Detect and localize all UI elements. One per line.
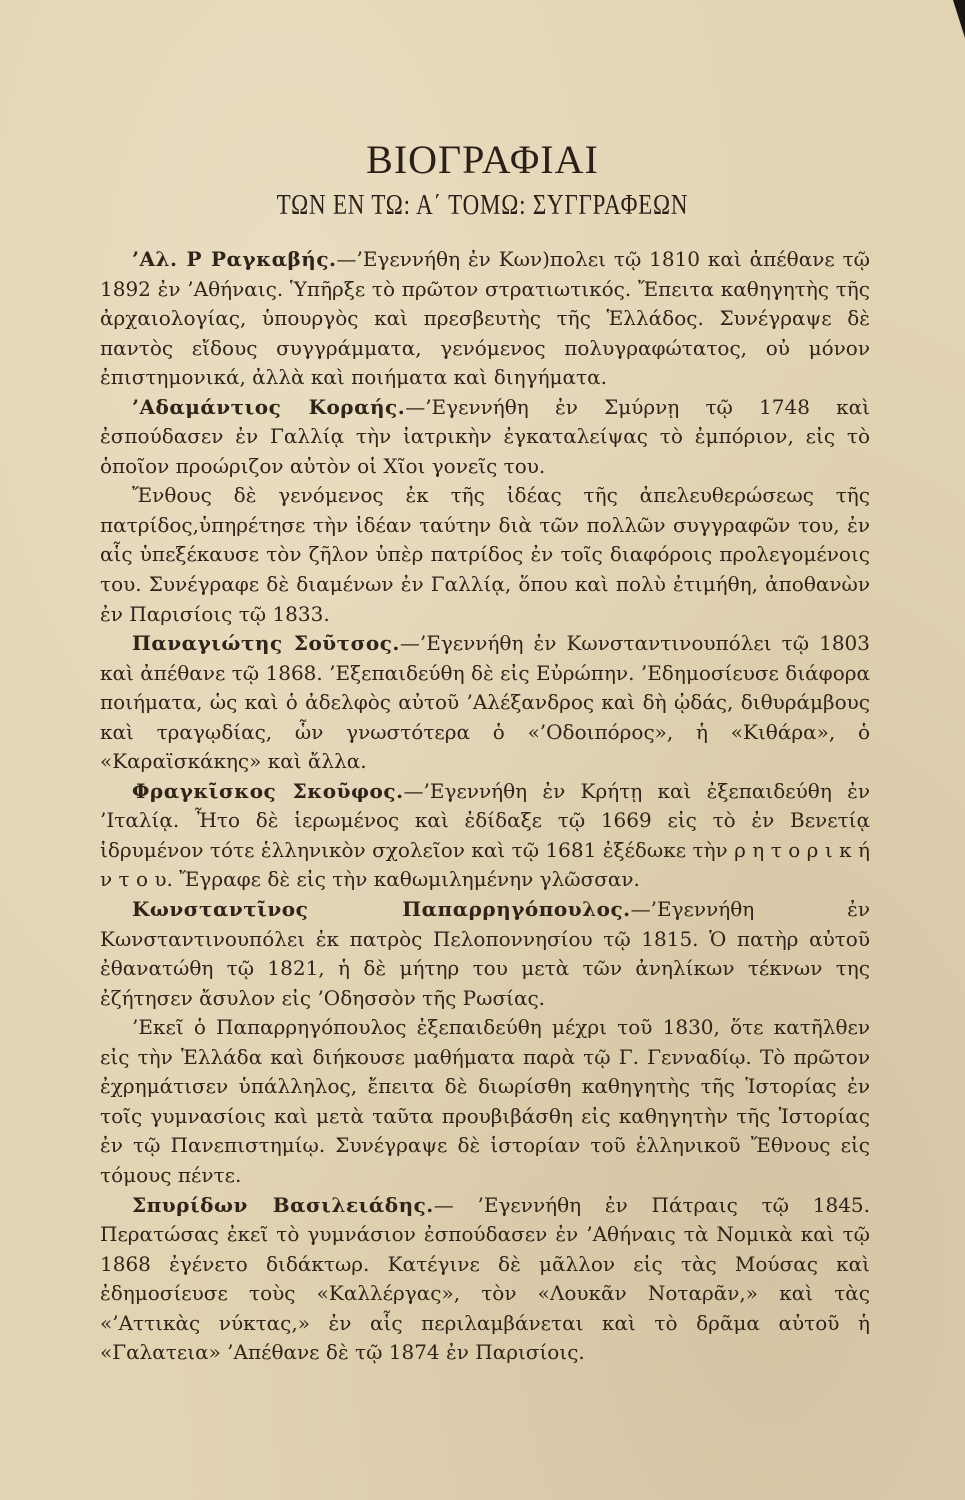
entry-name: Παναγιώτης Σοῦτσος. xyxy=(132,631,400,656)
entry-text: Ἔνθους δὲ γενόμενος ἐκ τῆς ἰδέας τῆς ἀπελευθερώσεως τῆς πατρίδος,ὑπηρέτησε τὴν ἰδέαν ταύτην διὰ τῶν πολλῶν συγγραφῶν του, ἐν αἷς ὑπεξέκαυσε τὸν ζῆλον ὑπὲρ πατρίδος ἐν τοῖς διαφόροις προλεγομένοις του. Συνέγραφε δὲ διαμένων ἐν Γαλλίᾳ, ὅπου καὶ πολὺ ἐτιμήθη, ἀποθανὼν ἐν Παρισίοις τῷ 1833. xyxy=(100,483,870,626)
entry-korais xyxy=(100,393,870,482)
page-corner-mark xyxy=(953,0,965,38)
entry-soutsos xyxy=(100,629,870,777)
biographies-body xyxy=(100,245,870,1368)
entry-paparrigopoulos xyxy=(100,895,870,1013)
entry-vasileiadis xyxy=(100,1191,870,1368)
entry-name: ’Αδαμάντιος Κοραής. xyxy=(132,394,406,419)
entry-text: —’Εγεννήθη ἐν Κρήτῃ καὶ ἐξεπαιδεύθη ἐν ’Ιταλίᾳ. Ἦτο δὲ ἱερωμένος καὶ ἐδίδαξε τῷ 1669 εἰς τὸ ἐν Βενετίᾳ ἱδρυμένον τότε ἑλληνικὸν σχολεῖον καὶ τῷ 1681 ἐξέδωκε τὴν ρ η τ ο ρ ι κ ή ν τ ο υ. Ἔγραφε δὲ εἰς τὴν καθωμιλημένην γλῶσσαν. xyxy=(100,778,870,892)
page-subtitle: ΤΩΝ ΕΝ ΤΩ: Α΄ ΤΟΜΩ: ΣΥΓΓΡΑΦΕΩΝ xyxy=(276,190,689,221)
entry-name: Κωνσταντῖνος Παπαρρηγόπουλος. xyxy=(132,897,631,922)
entry-name: ’Αλ. Ρ Ραγκαβής. xyxy=(132,247,337,271)
entry-text: —’Εγεννήθη ἐν Κωνσταντινουπόλει ἐκ πατρὸς Πελοποννησίου τῷ 1815. Ὁ πατὴρ αὐτοῦ ἐθανατώθη τῷ 1821, ἡ δὲ μήτηρ του μετὰ τῶν ἀνηλίκων τέκνων της ἐζήτησεν ἄσυλον εἰς ’Οδησσὸν τῆς Ρωσίας. xyxy=(100,897,870,1010)
entry-paparrigopoulos-continued xyxy=(100,1013,870,1190)
entry-name: Σπυρίδων Βασιλειάδης. xyxy=(132,1192,434,1217)
entry-name: Φραγκῖσκος Σκοῦφος. xyxy=(132,778,404,803)
page-title: ΒΙΟΓΡΑΦΙΑΙ xyxy=(366,137,599,182)
entry-text: —’Εγεννήθη ἐν Κων)πολει τῷ 1810 καὶ ἀπέθανε τῷ 1892 ἐν ’Αθήναις. Ὑπῆρξε τὸ πρῶτον στρατιωτικός. Ἔπειτα καθηγητὴς τῆς ἀρχαιολογίας, ὑπουργὸς καὶ πρεσβευτὴς τῆς Ἑλλάδος. Συνέγραψε δὲ παντὸς εἴδους συγγράμματα, γενόμενος πολυγραφώτατος, οὐ μόνον ἐπιστημονικά, ἀλλὰ καὶ ποιήματα καὶ διηγήματα. xyxy=(100,247,870,390)
entry-text: —’Εγεννήθη ἐν Κωνσταντινουπόλει τῷ 1803 καὶ ἀπέθανε τῷ 1868. ’Εξεπαιδεύθη δὲ εἰς Εὐρώπην. ’Εδημοσίευσε διάφορα ποιήματα, ὡς καὶ ὁ ἀδελφὸς αὐτοῦ ’Αλέξανδρος καὶ δὴ ᾠδάς, διθυράμβους καὶ τραγῳδίας, ὧν γνωστότερα ὁ «’Οδοιπόρος», ἡ «Κιθάρα», ὁ «Καραϊσκάκης» καὶ ἄλλα. xyxy=(100,631,870,774)
entry-text: — ’Εγεννήθη ἐν Πάτραις τῷ 1845. Περατώσας ἐκεῖ τὸ γυμνάσιον ἐσπούδασεν ἐν ’Αθήναις τὰ Νομικὰ καὶ τῷ 1868 ἐγένετο διδάκτωρ. Κατέγινε δὲ μᾶλλον εἰς τὰς Μούσας καὶ ἐδημοσίευσε τοὺς «Καλλέργας», τὸν «Λουκᾶν Νοταρᾶν,» καὶ τὰς «’Αττικὰς νύκτας,» ἐν αἷς περιλαμβάνεται καὶ τὸ δρᾶμα αὐτοῦ ἡ «Γαλατεια» ’Απέθανε δὲ τῷ 1874 ἐν Παρισίοις. xyxy=(100,1192,871,1365)
entry-skoufos xyxy=(100,777,870,895)
entry-text: ’Εκεῖ ὁ Παπαρρηγόπουλος ἐξεπαιδεύθη μέχρι τοῦ 1830, ὅτε κατῆλθεν εἰς τὴν Ἑλλάδα καὶ διήκουσε μαθήματα παρὰ τῷ Γ. Γενναδίῳ. Τὸ πρῶτον ἐχρημάτισεν ὑπάλληλος, ἔπειτα δὲ διωρίσθη καθηγητὴς τῆς Ἱστορίας ἐν τοῖς γυμνασίοις καὶ μετὰ ταῦτα προυβιβάσθη εἰς καθηγητὴν τῆς Ἱστορίας ἐν τῷ Πανεπιστημίῳ. Συνέγραψε δὲ ἱστορίαν τοῦ ἑλληνικοῦ Ἔθνους εἰς τόμους πέντε. xyxy=(100,1015,870,1187)
entry-rangavis xyxy=(100,245,870,393)
entry-text: —’Εγεννήθη ἐν Σμύρνῃ τῷ 1748 καὶ ἐσπούδασεν ἐν Γαλλίᾳ τὴν ἰατρικὴν ἐγκαταλείψας τὸ ἐμπόριον, εἰς τὸ ὁποῖον προώριζον αὐτὸν οἱ Χῖοι γονεῖς του. xyxy=(100,394,871,478)
entry-korais-continued xyxy=(100,481,870,629)
